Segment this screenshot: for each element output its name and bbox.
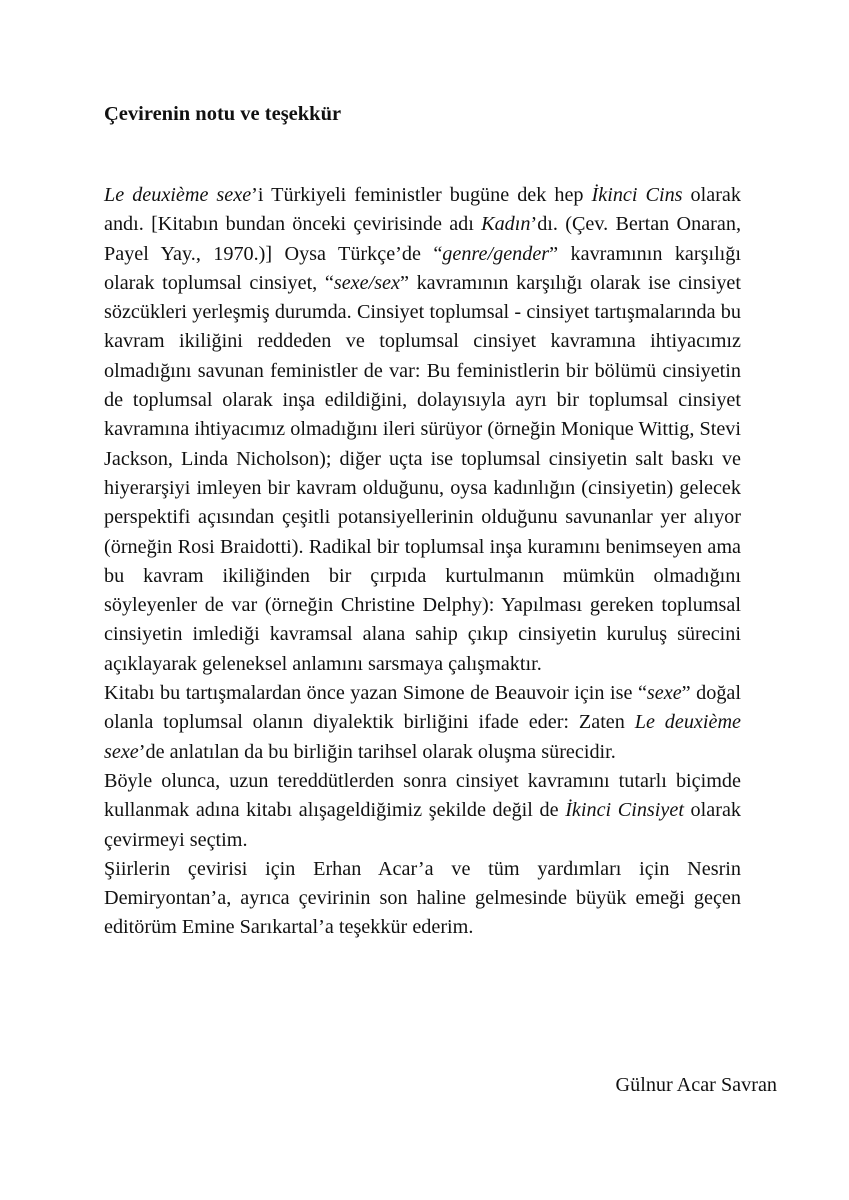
text-segment: Kadın xyxy=(481,213,531,236)
text-segment: sexe xyxy=(646,682,682,705)
author-signature: Gülnur Acar Savran xyxy=(615,1074,777,1096)
text-segment: ” kavramının karşılığı olarak toplumsal cinsiyet, “ xyxy=(104,242,741,294)
text-segment: ’i Türkiyeli feministler bugüne dek hep xyxy=(251,184,592,206)
paragraph-2 xyxy=(104,679,741,767)
paragraph-1 xyxy=(104,181,741,679)
text-segment: Kitabı bu tartışmalardan önce yazan Simone de Beauvoir için ise “ xyxy=(104,682,647,705)
text-segment: sexe/sex xyxy=(333,271,400,294)
text-segment: Le deuxième sexe xyxy=(104,711,741,763)
text-segment: İkinci Cins xyxy=(591,184,683,206)
text-segment: olarak çevirmeyi seçtim. xyxy=(104,799,741,851)
text-segment: ” doğal olanla toplumsal olanın diyalektik birliğini ifade eder: Zaten xyxy=(104,682,742,734)
text-segment: ” kavramının karşılığı olarak ise cinsiyet sözcükleri yerleşmiş durumda. Cinsiyet toplumsal - cinsiyet tartışmalarında bu kavram ikiliğini reddeden ve toplumsal cinsiyet kavramına ihtiyacımız olmadığını savunan feministler de var: Bu feministlerin bir bölümü cinsiyetin de toplumsal olarak inşa edildiğini, dolayısıyla ayrı bir toplumsal cinsiyet kavramına ihtiyacımız olmadığını ileri sürüyor (örneğin Monique Wittig, Stevi Jackson, Linda Nicholson); diğer uçta ise toplumsal cinsiyetin salt baskı ve hiyerarşiyi imleyen bir kavram olduğunu, oysa kadınlığın (cinsiyetin) gelecek perspektifi açısından çeşitli potansiyellerinin olduğunu savunanlar yer alıyor (örneğin Rosi Braidotti). Radikal bir toplumsal inşa kuramını benimseyen ama bu kavram ikiliğinden bir çırpıda kurtulmanın mümkün olmadığını söyleyenler de var (örneğin Christine Delphy): Yapılması gereken toplumsal cinsiyetin imlediği kavramsal alana sahip çıkıp cinsiyetin kuruluş sürecini açıklayarak geleneksel anlamını sarsmaya çalışmaktır. xyxy=(104,271,741,675)
paragraph-4 xyxy=(104,855,741,943)
body-text xyxy=(104,181,741,943)
text-segment: Le deuxième sexe xyxy=(104,184,252,206)
text-segment: İkinci Cinsiyet xyxy=(565,799,684,822)
text-segment: genre/gender xyxy=(442,242,550,265)
text-segment: ’de anlatılan da bu birliğin tarihsel olarak oluşma sürecidir. xyxy=(138,740,616,763)
paragraph-3 xyxy=(104,767,741,855)
text-segment: ’dı. (Çev. Bertan Onaran, Payel Yay., 1970.)] Oysa Türkçe’de “ xyxy=(104,213,741,265)
text-segment: Böyle olunca, uzun tereddütlerden sonra cinsiyet kavramını tutarlı biçimde kullanmak adına kitabı alışageldiğimiz şekilde değil de xyxy=(104,769,741,822)
text-segment: olarak andı. [Kitabın bundan önceki çevirisinde adı xyxy=(104,184,741,236)
text-segment: Şiirlerin çevirisi için Erhan Acar’a ve tüm yardımları için Nesrin Demiryontan’a, ayrıca çevirinin son haline gelmesinde büyük emeği geçen editörüm Emine Sarıkartal’a teşekkür ederim. xyxy=(104,857,741,939)
page-title: Çevirenin notu ve teşekkür xyxy=(104,103,342,125)
